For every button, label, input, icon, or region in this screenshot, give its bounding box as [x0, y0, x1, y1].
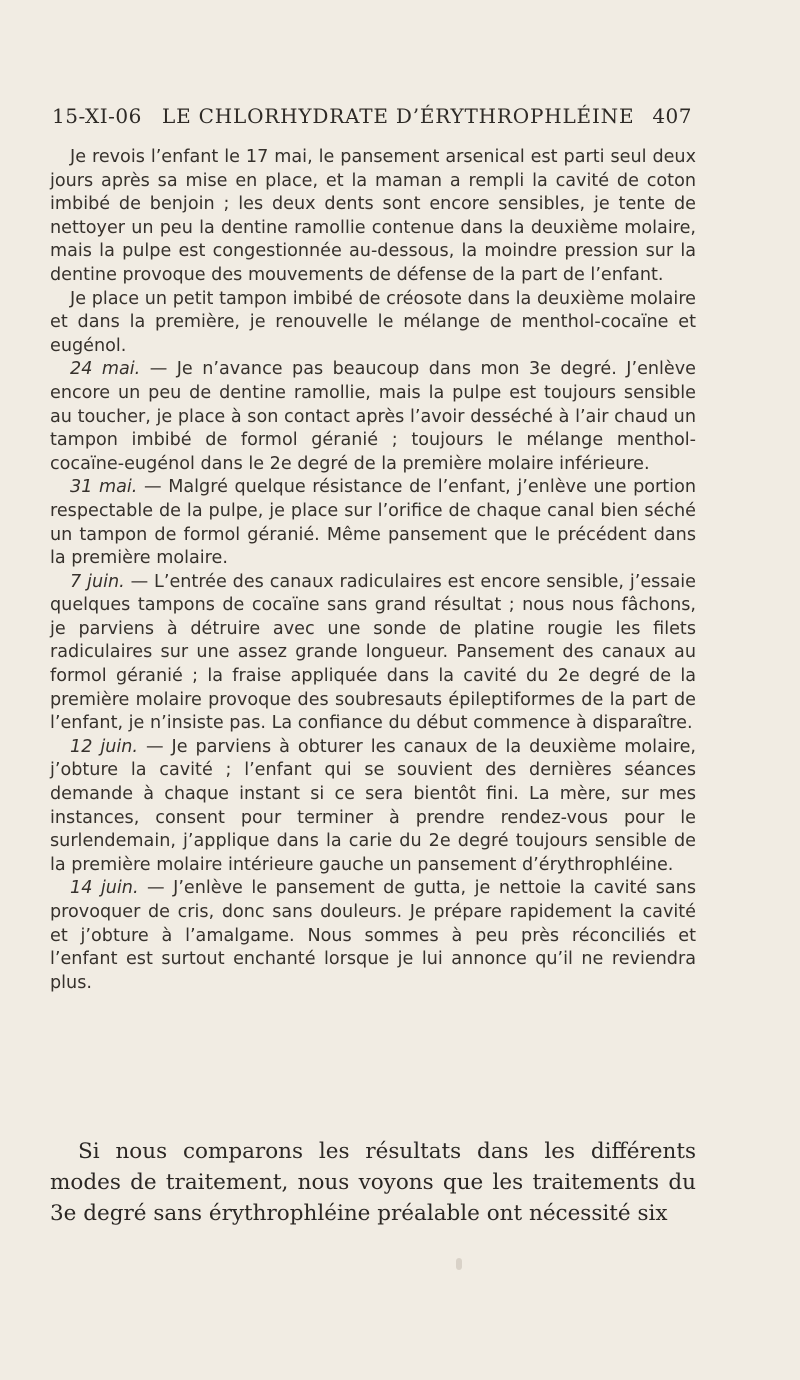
body-text	[50, 146, 696, 995]
entry-date: 14 juin.	[70, 878, 139, 899]
paragraph-text: — Malgré quelque résistance de l’enfant, j’enlève une portion respectable de la pulpe, je place sur l’orifice de chaque canal bien séché un tampon de formol géranié. Même pansement que le précédent dans la première molaire.	[50, 477, 696, 569]
header-date: 15-XI-06	[52, 104, 142, 128]
paragraph-text: — J’enlève le pansement de gutta, je nettoie la cavité sans provoquer de cris, donc sans douleurs. Je prépare rapidement la cavité et j’obture à l’amalgame. Nous sommes à peu près réconciliés et l’enfant est surtout enchanté lorsque je lui annonce qu’il ne reviendra plus.	[50, 878, 696, 993]
entry-date: 12 juin.	[70, 736, 139, 757]
paragraph	[50, 288, 696, 359]
paragraph	[50, 571, 696, 736]
paragraph-text: Je place un petit tampon imbibé de créosote dans la deuxième molaire et dans la première, je renouvelle le mélange de menthol-cocaïne et eugénol.	[50, 288, 696, 356]
paragraph	[50, 146, 696, 288]
paragraph	[50, 358, 696, 476]
entry-date: 31 mai.	[70, 477, 138, 498]
running-header	[52, 104, 692, 134]
entry-date: 7 juin.	[70, 571, 125, 592]
paragraph	[50, 736, 696, 878]
paragraph-text: — Je n’avance pas beaucoup dans mon 3e degré. J’enlève encore un peu de dentine ramollie, mais la pulpe est toujours sensible au toucher, je place à son contact après l’avoir desséché à l’air chaud un tampon imbibé de formol géranié ; toujours le mélange menthol-cocaïne-eugénol dans le 2e degré de la première molaire inférieure.	[50, 359, 696, 474]
paragraph-text: — L’entrée des canaux radiculaires est encore sensible, j’essaie quelques tampons de cocaïne sans grand résultat ; nous nous fâchons, je parviens à détruire avec une sonde de platine rougie les filets radiculaires sur une assez grande longueur. Pansement des canaux au formol géranié ; la fraise appliquée dans la cavité du 2e degré de la première molaire provoque des soubresauts épileptiformes de la part de l’enfant, je n’insiste pas. La confiance du début commence à disparaître.	[50, 571, 696, 734]
page-number: 407	[652, 104, 692, 128]
entry-date: 24 mai.	[70, 359, 141, 380]
summary-text	[50, 1136, 696, 1229]
summary-paragraph: Si nous comparons les résultats dans les différents modes de traitement, nous voyons que les traitements du 3e degré sans érythrophléine préalable ont nécessité six	[50, 1139, 696, 1226]
paragraph-text: Je revois l’enfant le 17 mai, le pansement arsenical est parti seul deux jours après sa mise en place, et la maman a rempli la cavité de coton imbibé de benjoin ; les deux dents sont encore sensibles, je tente de nettoyer un peu la dentine ramollie contenue dans la deuxième molaire, mais la pulpe est congestionnée au-dessous, la moindre pression sur la dentine provoque des mouvements de défense de la part de l’enfant.	[50, 147, 696, 285]
paragraph	[50, 476, 696, 570]
paragraph	[50, 877, 696, 995]
paragraph-text: — Je parviens à obturer les canaux de la deuxième molaire, j’obture la cavité ; l’enfant qui se souvient des dernières séances demande à chaque instant si ce sera bientôt fini. La mère, sur mes instances, consent pour terminer à prendre rendez-vous pour le surlendemain, j’applique dans la carie du 2e degré toujours sensible de la première molaire intérieure gauche un pansement d’érythrophléine.	[50, 736, 697, 875]
paper-speck	[456, 1258, 462, 1270]
header-title: LE CHLORHYDRATE D’ÉRYTHROPHLÉINE	[162, 104, 635, 128]
